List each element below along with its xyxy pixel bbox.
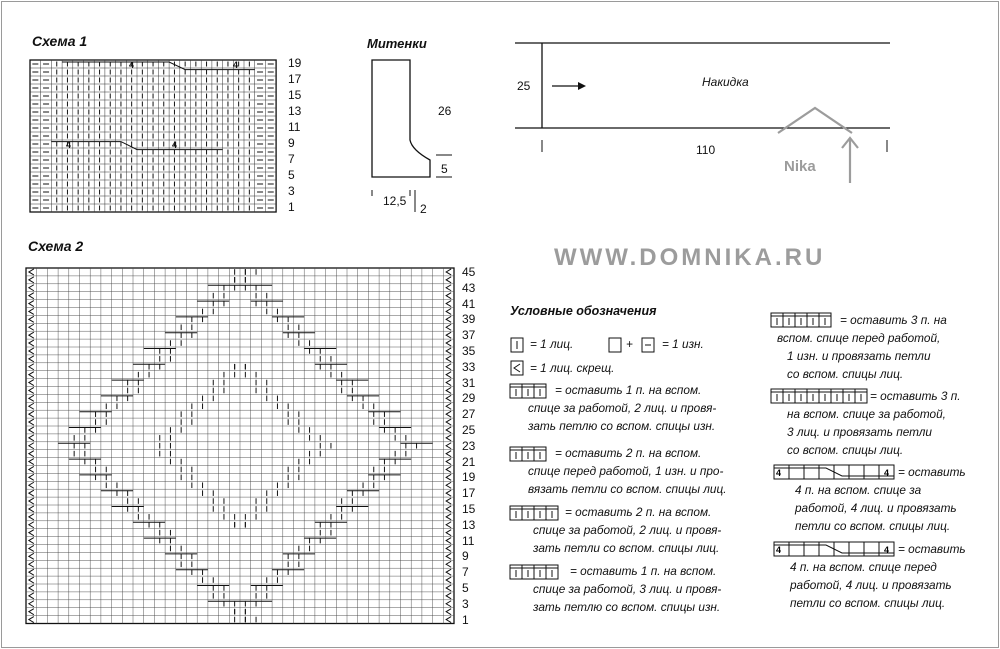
legend-item-line: = оставить 2 п. на вспом. — [555, 446, 702, 460]
legend-item-line: спице за работой, 3 лиц. и провя- — [533, 582, 722, 596]
legend-item-line: зать петлю со вспом. спицы изн. — [528, 419, 716, 433]
legend-item-line: со вспом. спицы лиц. — [787, 443, 904, 457]
legend-cable-count: 4 — [884, 468, 890, 478]
legend-item-line: спице перед работой, 1 изн. и про- — [528, 464, 724, 478]
scheme1-row-number: 7 — [288, 152, 295, 166]
legend-item-line: зать петли со вспом. спицы лиц. — [533, 541, 720, 555]
legend-item-line: 3 лиц. и провязать петли — [787, 425, 932, 439]
scheme1-title: Схема 1 — [32, 33, 88, 49]
legend-blank-symbol — [609, 338, 621, 352]
legend-item-line: вспом. спице перед работой, — [777, 331, 941, 345]
legend-item-line: = оставить — [898, 465, 966, 479]
scheme1-cable-label: 4 — [129, 60, 135, 70]
scheme2-row-number: 21 — [462, 454, 476, 469]
legend-item-line: = оставить 1 п. на вспом. — [555, 383, 702, 397]
legend-item-line: 4 п. на вспом. спице перед — [790, 560, 937, 574]
scheme2-row-number: 15 — [462, 502, 476, 516]
legend-cable-count: 4 — [776, 545, 782, 555]
scheme1-row-number: 1 — [288, 200, 295, 214]
scheme2-row-number: 23 — [462, 438, 476, 453]
legend-knit-text: = 1 лиц. — [530, 337, 574, 351]
scheme2-row-number: 5 — [462, 581, 469, 595]
scheme2-row-number: 27 — [462, 407, 476, 422]
legend-item-line: = оставить — [898, 542, 966, 556]
scheme2-row-number: 33 — [462, 359, 476, 374]
scheme1-row-number: 15 — [288, 88, 302, 102]
scheme2-row-number: 13 — [462, 517, 476, 532]
legend-item-line: 4 п. на вспом. спице за — [795, 483, 922, 497]
scheme2-row-number: 37 — [462, 328, 476, 343]
legend-title: Условные обозначения — [510, 304, 657, 318]
scheme2-row-number: 9 — [462, 549, 469, 564]
legend-item-line: 1 изн. и провязать петли — [787, 349, 931, 363]
mittens-title: Митенки — [367, 36, 427, 51]
scheme2-row-number: 25 — [462, 423, 476, 437]
legend-item-line: = оставить 1 п. на вспом. — [570, 564, 717, 578]
legend-item-line: на вспом. спице за работой, — [787, 407, 946, 421]
scheme2-row-number: 43 — [462, 280, 476, 295]
scheme2-row-number: 1 — [462, 612, 469, 627]
scheme1-cable-label: 4 — [66, 140, 72, 150]
legend-item-line: вязать петли со вспом. спицы лиц. — [528, 482, 727, 496]
scheme2-row-number: 39 — [462, 312, 476, 327]
legend-item-line: петли со вспом. спицы лиц. — [795, 519, 951, 533]
legend-plus: + — [626, 337, 633, 351]
mittens-thumb-label: 2 — [420, 202, 427, 216]
scheme1-row-number: 17 — [288, 72, 302, 86]
scheme2-row-number: 41 — [462, 296, 476, 311]
scheme1-row-number: 19 — [288, 56, 302, 70]
logo-text: Nika — [784, 158, 816, 175]
legend-cable-count: 4 — [776, 468, 782, 478]
mittens-height-label: 26 — [438, 104, 452, 118]
legend-item-line: = оставить 2 п. на вспом. — [565, 505, 712, 519]
legend-item-line: = оставить 3 п. — [870, 389, 961, 403]
scheme2-row-number: 29 — [462, 391, 476, 406]
scheme2-row-number: 7 — [462, 565, 469, 580]
wrap-height-label: 25 — [517, 79, 531, 93]
scheme2-row-number: 3 — [462, 596, 469, 611]
scheme2-row-number: 35 — [462, 344, 476, 358]
mittens-cuff-label: 5 — [441, 162, 448, 176]
legend-item-line: работой, 4 лиц. и провязать — [795, 501, 957, 515]
legend-crossed-knit-symbol — [511, 361, 523, 375]
scheme1-row-number: 13 — [288, 104, 302, 118]
wrap-width-label: 110 — [696, 143, 716, 157]
scheme2-row-number: 19 — [462, 470, 476, 485]
scheme1-cable-label: 4 — [172, 140, 178, 150]
wrap-title: Накидка — [702, 75, 749, 89]
scheme2-row-number: 17 — [462, 486, 476, 501]
legend-item-line: зать петлю со вспом. спицы изн. — [533, 600, 721, 614]
scheme2-row-number: 11 — [462, 533, 475, 548]
scheme1-row-number: 11 — [288, 120, 301, 134]
scheme2-title: Схема 2 — [28, 238, 84, 254]
legend-item-line: = оставить 3 п. на — [840, 313, 947, 327]
legend-item-line: спице за работой, 2 лиц. и провя- — [528, 401, 717, 415]
scheme1-cable-label: 4 — [233, 60, 239, 70]
legend-item-line: работой, 4 лиц. и провязать — [790, 578, 952, 592]
mittens-width-label: 12,5 — [383, 194, 407, 208]
legend-k2tog-text: = 1 лиц. скрещ. — [530, 361, 615, 375]
legend-purl-text: = 1 изн. — [662, 337, 704, 351]
site-watermark: WWW.DOMNIKA.RU — [554, 244, 826, 271]
scheme2-row-number: 45 — [462, 265, 476, 279]
legend-item-line: петли со вспом. спицы лиц. — [790, 596, 946, 610]
scheme1-row-number: 5 — [288, 168, 295, 182]
legend-item-line: спице за работой, 2 лиц. и провя- — [533, 523, 722, 537]
scheme2-row-number: 31 — [462, 375, 476, 390]
scheme1-row-number: 9 — [288, 136, 295, 150]
legend-cable-count: 4 — [884, 545, 890, 555]
legend-item-line: со вспом. спицы лиц. — [787, 367, 904, 381]
scheme1-row-number: 3 — [288, 184, 295, 198]
